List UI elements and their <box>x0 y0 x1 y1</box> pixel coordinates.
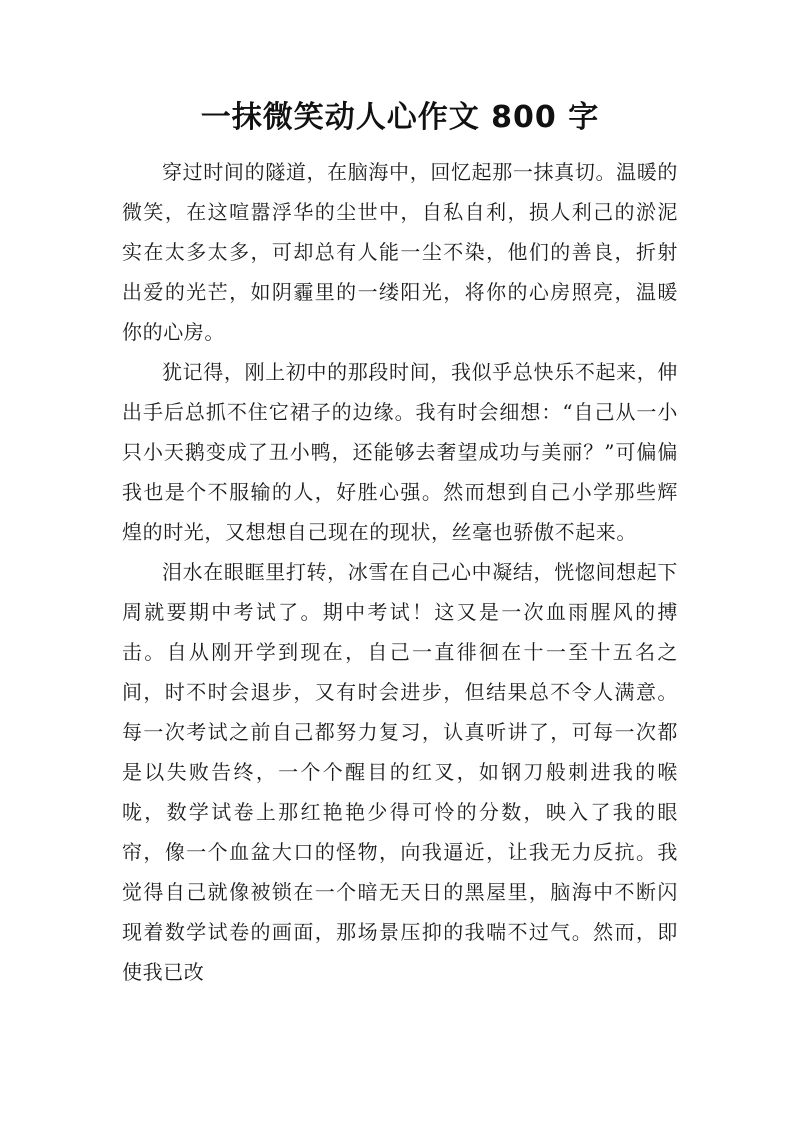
document-title: 一抹微笑动人心作文 800 字 <box>200 100 600 135</box>
paragraph-2: 犹记得，刚上初中的那段时间，我似乎总快乐不起来，伸出手后总抓不住它裙子的边缘。我有时会细想：“自己从一小只小天鹅变成了丑小鸭，还能够去奢望成功与美丽？”可偏偏我也是个不服输的人，好胜心强。然而想到自己小学那些辉煌的时光，又想想自己现在的现状，丝毫也骄傲不起来。 <box>122 360 678 544</box>
paragraph-3: 泪水在眼眶里打转，冰雪在自己心中凝结，恍惚间想起下周就要期中考试了。期中考试！这又是一次血雨腥风的搏击。自从刚开学到现在，自己一直徘徊在十一至十五名之间，时不时会退步，又有时会进步，但结果总不令人满意。每一次考试之前自己都努力复习，认真听讲了，可每一次都是以失败告终，一个个醒目的红叉，如钢刀般刺进我的喉咙，数学试卷上那红艳艳少得可怜的分数，映入了我的眼帘，像一个血盆大口的怪物，向我逼近，让我无力反抗。我觉得自己就像被锁在一个暗无天日的黑屋里，脑海中不断闪现着数学试卷的画面，那场景压抑的我喘不过气。然而，即使我已改 <box>122 560 678 984</box>
paragraph-1: 穿过时间的隧道，在脑海中，回忆起那一抹真切。温暖的微笑，在这喧嚣浮华的尘世中，自私自利，损人利己的淤泥实在太多太多，可却总有人能一尘不染，他们的善良，折射出爱的光芒，如阴霾里的一缕阳光，将你的心房照亮，温暖你的心房。 <box>122 160 678 344</box>
document-body <box>122 152 678 992</box>
